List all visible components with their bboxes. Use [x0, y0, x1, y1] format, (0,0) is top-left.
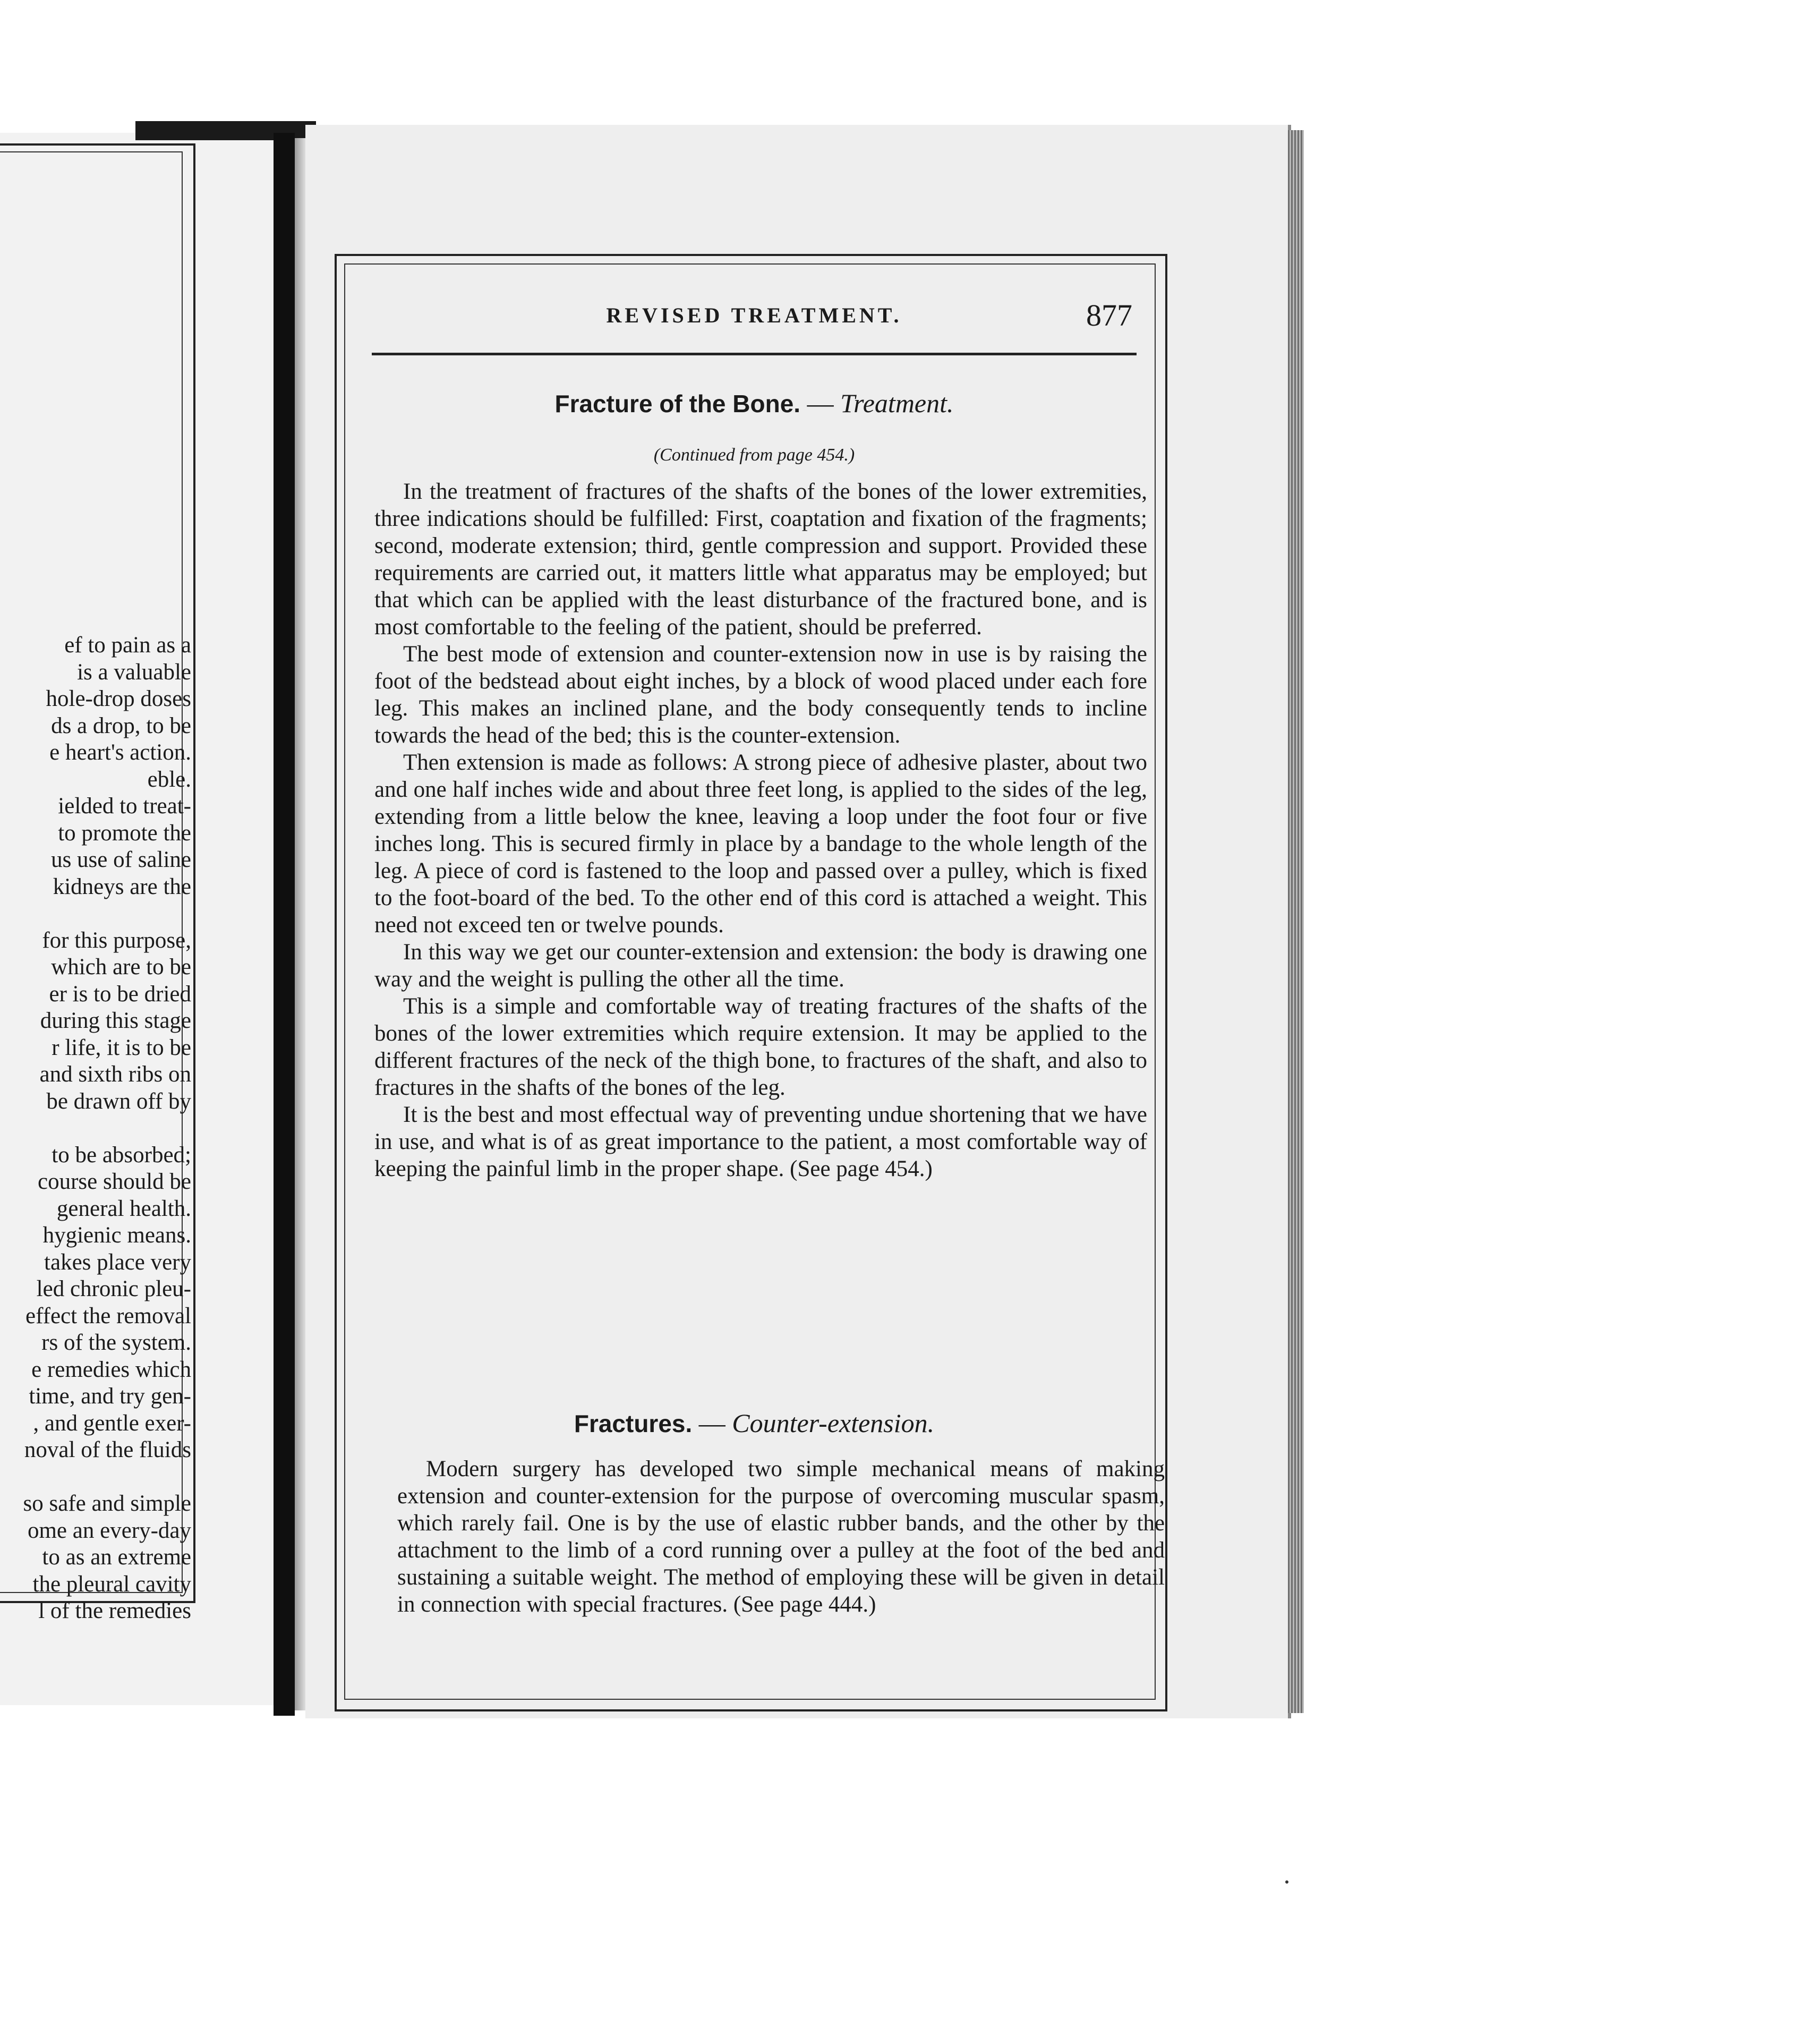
previous-page-line: so safe and simple: [23, 1491, 191, 1516]
section-title-counter-extension: [366, 1408, 1142, 1438]
continued-note: (Continued from page 454.): [653, 445, 855, 465]
previous-page-line: ds a drop, to be: [51, 713, 191, 738]
previous-page-line: ef to pain as a: [64, 633, 191, 658]
paragraph: In the treatment of fractures of the shafts of the bones of the lower extremities, three indications should be fulfilled: First, coaptation and fixation of the fragments; second, moderate extension; third, gentle compression and support. Provided these requirements are carried out, it matters little what apparatus may be employed; but that which can be applied with the least disturbance of the fractured bone, and is most comfortable to the feeling of the patient, should be preferred.: [374, 479, 1147, 640]
previous-page-line: e heart's action.: [49, 740, 191, 765]
paragraph: Modern surgery has developed two simple mechanical means of making extension and counter-extension for the purpose of overcoming muscular spasm, which rarely fail. One is by the use of elastic rubber bands, and the other by the attachment to the limb of a cord running over a pulley at the foot of the bed and sustaining a suitable weight. The method of employing these will be given in detail in connection with special fractures. (See page 444.): [397, 1457, 1165, 1617]
previous-page-line: hole-drop doses: [46, 686, 191, 711]
previous-page-line: [0, 1115, 191, 1142]
paragraph: Then extension is made as follows: A strong piece of adhesive plaster, about two and one half inches wide and about three feet long, is applied to the sides of the leg, extending from a little below the knee, leaving a loop under the foot four or five inches long. This is secured firmly in place by a bandage to the whole length of the leg. A piece of cord is fastened to the loop and passed over a pulley, which is fixed to the foot-board of the bed. To the other end of this cord is attached a weight. This need not exceed ten or twelve pounds.: [374, 750, 1147, 938]
previous-page-line: [0, 900, 191, 927]
page-header: [366, 297, 1142, 335]
page-number: 877: [1086, 298, 1132, 333]
previous-page-line: us use of saline: [51, 847, 191, 872]
previous-page-line: [0, 1464, 191, 1491]
section-title-italic: Treatment.: [840, 388, 954, 418]
previous-page-text: [0, 632, 191, 1625]
previous-page-line: kidneys are the: [53, 874, 191, 899]
section-title-dash: —: [692, 1408, 732, 1438]
previous-page-line: er is to be dried: [49, 981, 191, 1007]
previous-page-line: eble.: [147, 766, 191, 792]
paragraph: In this way we get our counter-extension and extension: the body is drawing one way and the weight is pulling the other all the time.: [374, 940, 1147, 992]
previous-page-line: rs of the system.: [41, 1330, 191, 1355]
page-block-edges: [1288, 130, 1304, 1713]
paragraph: It is the best and most effectual way of preventing undue shortening that we have in use, and what is of as great importance to the patient, a most comfortable way of keeping the painful limb in the proper shape. (See page 454.): [374, 1102, 1147, 1181]
section-title-bold: Fractures.: [574, 1410, 693, 1437]
previous-page-line: r life, it is to be: [52, 1035, 191, 1060]
section-title-bold: Fracture of the Bone.: [554, 390, 801, 418]
header-rule: [372, 353, 1137, 355]
scan-speck: [1285, 1880, 1288, 1884]
previous-page-line: to be absorbed;: [52, 1142, 191, 1168]
previous-page-line: ome an every-day: [27, 1518, 191, 1543]
previous-page-line: during this stage: [40, 1008, 191, 1033]
section-body-counter-extension: [397, 1455, 1165, 1618]
section-title-fracture-treatment: [366, 388, 1142, 419]
previous-page-line: is a valuable: [77, 659, 191, 685]
previous-page-line: e remedies which: [31, 1357, 191, 1382]
previous-page-line: to as an extreme: [42, 1545, 191, 1570]
running-head: REVISED TREATMENT.: [606, 303, 902, 327]
section-title-italic: Counter-extension.: [732, 1408, 935, 1438]
previous-page-line: the pleural cavity: [32, 1571, 191, 1597]
previous-page-line: be drawn off by: [46, 1088, 191, 1114]
previous-page-line: takes place very: [44, 1249, 191, 1275]
paragraph: This is a simple and comfortable way of treating fractures of the shafts of the bones of the lower extremities which require extension. It may be applied to the different fractures of the neck of the thigh bone, to fractures of the shaft, and also to fractures in the shafts of the bones of the leg.: [374, 994, 1147, 1100]
previous-page-line: and sixth ribs on: [39, 1062, 191, 1087]
previous-page-line: ielded to treat-: [58, 794, 191, 819]
previous-page-line: general health.: [56, 1196, 191, 1221]
previous-page-line: course should be: [38, 1169, 191, 1194]
previous-page-line: led chronic pleu-: [36, 1276, 191, 1301]
previous-page-line: l of the remedies: [38, 1598, 191, 1623]
previous-page-line: noval of the fluids: [24, 1437, 191, 1462]
gutter-shadow: [295, 138, 306, 1710]
previous-page-line: to promote the: [58, 820, 191, 846]
book-spine: [274, 133, 295, 1716]
previous-page-line: effect the removal: [25, 1303, 191, 1328]
previous-page-line: , and gentle exer-: [33, 1410, 191, 1436]
previous-page-line: which are to be: [51, 955, 191, 980]
section-title-dash: —: [800, 388, 841, 418]
paragraph: The best mode of extension and counter-extension now in use is by raising the foot of the bedstead about eight inches, by a block of wood placed under each fore leg. This makes an inclined plane, and the body consequently tends to incline towards the head of the bed; this is the counter-extension.: [374, 642, 1147, 748]
previous-page-line: for this purpose,: [42, 927, 191, 953]
previous-page-line: time, and try gen-: [29, 1384, 191, 1409]
section-body-fracture-treatment: [374, 478, 1147, 1182]
previous-page-line: hygienic means.: [42, 1223, 191, 1248]
